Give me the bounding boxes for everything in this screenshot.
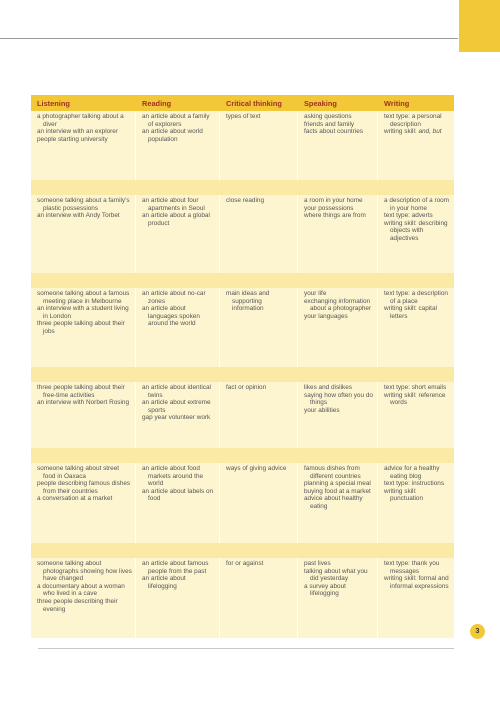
row-divider-band	[31, 180, 454, 195]
text-line: a room in your home	[304, 197, 363, 204]
cell-writing	[378, 382, 454, 448]
text-line: an article about labels on food	[142, 487, 214, 503]
text-line: talking about what you did yesterday	[304, 567, 368, 583]
text-line: types of text	[226, 113, 261, 120]
cell-listening	[31, 111, 136, 180]
text-line: three people talking about their free-time activities	[37, 384, 125, 399]
text-line: your possessions	[304, 204, 354, 212]
table-row	[31, 111, 454, 180]
text-line: your life	[304, 290, 327, 297]
text-line: close reading	[226, 197, 265, 204]
text-line: advice for a healthy eating blog	[384, 465, 440, 480]
text-line: an article about world population	[142, 128, 203, 143]
table-header-row	[31, 95, 454, 111]
text-line: three people describing their evening	[37, 597, 118, 613]
text-line: an article about lifelogging	[142, 575, 186, 590]
text-line: people describing famous dishes from their countries	[37, 480, 131, 495]
writing-skill-value: and, but	[418, 128, 442, 136]
cell-reading	[136, 195, 220, 273]
text-line: an article about famous people from the past	[142, 560, 209, 575]
row-divider-band	[31, 448, 454, 463]
text-line: planning a special meal	[304, 480, 371, 488]
text-line: text type: thank you messages	[384, 560, 440, 575]
text-line: fact or opinion	[226, 384, 267, 391]
cell-listening	[31, 558, 136, 638]
table-row	[31, 195, 454, 273]
text-line: facts about countries	[304, 128, 363, 136]
header-reading: Reading	[142, 98, 172, 108]
cell-speaking	[298, 382, 378, 448]
text-line: a description of a room in your home	[384, 197, 450, 212]
cell-critical-thinking	[220, 558, 298, 638]
cell-reading	[136, 382, 220, 448]
header-listening: Listening	[37, 98, 70, 108]
text-line: an article about food markets around the world	[142, 465, 204, 488]
header-writing: Writing	[384, 98, 410, 108]
text-line: writing skill: formal and informal expressions	[384, 575, 449, 590]
text-line: likes and dislikes	[304, 384, 352, 391]
text-line: a conversation at a market	[37, 495, 113, 503]
text-line: an article about extreme sports	[142, 399, 211, 414]
text-line: an article about a family of explorers	[142, 113, 210, 128]
row-divider-band	[31, 543, 454, 558]
text-line: writing skill: describing objects with adjectives	[384, 219, 448, 242]
text-line: text type: short emails	[384, 384, 447, 391]
text-line: someone talking about photographs showing how lives have changed	[37, 560, 132, 583]
cell-speaking	[298, 463, 378, 543]
cell-reading	[136, 463, 220, 543]
text-line: your abilities	[304, 406, 340, 414]
text-line: an interview with an explorer	[37, 128, 118, 136]
row-divider-band	[31, 367, 454, 382]
text-line: friends and family	[304, 120, 355, 128]
text-line: for or against	[226, 560, 264, 567]
top-rule	[0, 38, 458, 39]
cell-writing	[378, 558, 454, 638]
cell-critical-thinking	[220, 111, 298, 180]
text-line: where things are from	[304, 212, 366, 220]
corner-tab	[459, 0, 500, 52]
text-line: someone talking about a famous meeting place in Melbourne	[37, 290, 130, 305]
text-line: writing skill: reference words	[384, 391, 446, 407]
text-line: main ideas and supporting information	[226, 290, 270, 313]
table-row	[31, 463, 454, 543]
bottom-rule	[38, 648, 454, 649]
text-line: an article about a global product	[142, 212, 210, 227]
text-line: text type: instructions	[384, 480, 445, 488]
cell-writing	[378, 195, 454, 273]
cell-reading	[136, 288, 220, 367]
table-row	[31, 288, 454, 367]
cell-speaking	[298, 111, 378, 180]
text-line: an article about four apartments in Seoul	[142, 197, 205, 212]
text-line: people starting university	[37, 135, 108, 143]
text-line: asking questions	[304, 113, 352, 120]
writing-skill-label: writing skill:	[384, 128, 419, 136]
text-line: an article about identical twins	[142, 384, 211, 399]
cell-listening	[31, 288, 136, 367]
text-line: an interview with Andy Torbet	[37, 212, 120, 220]
cell-critical-thinking	[220, 382, 298, 448]
text-line: three people talking about their jobs	[37, 320, 125, 335]
text-line: advice about healthy eating	[304, 495, 363, 510]
text-line: your languages	[304, 312, 348, 320]
text-line: text type: adverts	[384, 212, 433, 220]
cell-speaking	[298, 558, 378, 638]
text-line: an article about languages spoken around the world	[142, 305, 200, 328]
text-line: ways of giving advice	[226, 465, 287, 472]
cell-listening	[31, 382, 136, 448]
cell-listening	[31, 195, 136, 273]
text-line: writing skill: capital letters	[384, 305, 437, 320]
cell-reading	[136, 558, 220, 638]
text-line	[384, 128, 451, 136]
cell-speaking	[298, 195, 378, 273]
cell-speaking	[298, 288, 378, 367]
text-line: a photographer talking about a diver	[37, 113, 124, 128]
cell-critical-thinking	[220, 195, 298, 273]
text-line: exchanging information about a photographer	[304, 297, 372, 313]
text-line: writing skill: punctuation	[384, 487, 424, 503]
text-line: famous dishes from different countries	[304, 465, 361, 480]
text-line: a documentary about a woman who lived in a cave	[37, 582, 125, 598]
cell-critical-thinking	[220, 288, 298, 367]
cell-writing	[378, 288, 454, 367]
text-line: buying food at a market	[304, 487, 371, 495]
text-line: gap year volunteer work	[142, 414, 211, 422]
row-divider-band	[31, 273, 454, 288]
table-row	[31, 558, 454, 638]
cell-writing	[378, 463, 454, 543]
text-line: saying how often you do things	[304, 391, 373, 407]
text-line: a survey about lifelogging	[304, 582, 346, 598]
text-line: an interview with a student living in London	[37, 305, 129, 320]
text-line: someone talking about street food in Oaxaca	[37, 465, 120, 480]
table-row	[31, 382, 454, 448]
contents-table	[31, 95, 454, 638]
text-line: past lives	[304, 560, 331, 567]
cell-critical-thinking	[220, 463, 298, 543]
cell-reading	[136, 111, 220, 180]
text-line: text type: a personal description	[384, 113, 442, 128]
cell-listening	[31, 463, 136, 543]
page-number-badge: 3	[470, 624, 485, 639]
text-line: text type: a description of a place	[384, 290, 448, 305]
text-line: an interview with Norbert Rosing	[37, 399, 129, 407]
header-speaking: Speaking	[304, 98, 337, 108]
text-line: someone talking about a family's plastic possessions	[37, 197, 130, 212]
text-line: an article about no-car zones	[142, 290, 206, 305]
cell-writing	[378, 111, 454, 180]
header-critical-thinking: Critical thinking	[226, 98, 282, 108]
